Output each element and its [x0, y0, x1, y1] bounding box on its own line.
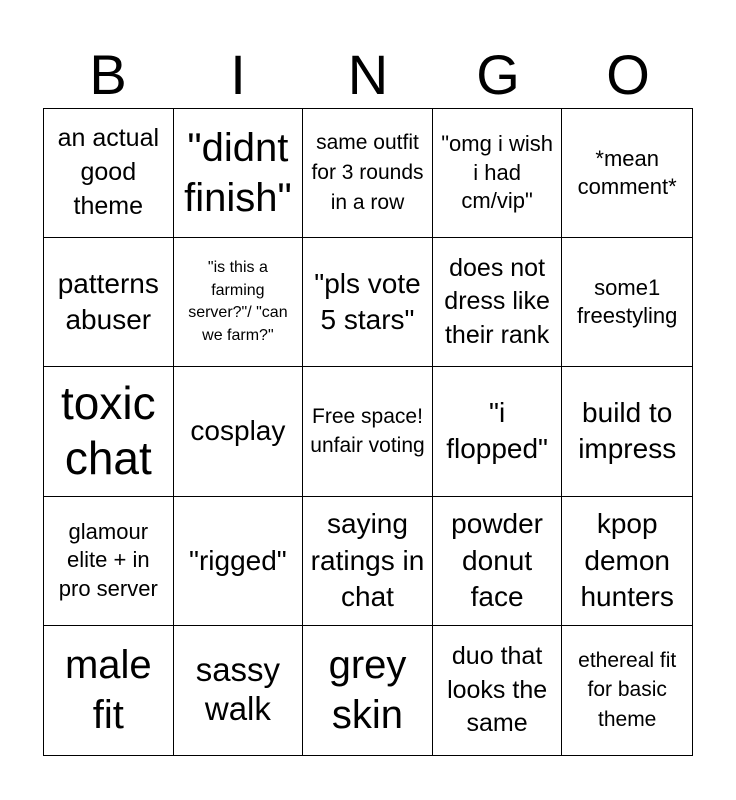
bingo-board: [43, 108, 693, 756]
header-letter-b: B: [89, 43, 127, 106]
cell-label: "omg i wish i had cm/vip": [441, 131, 553, 214]
cell-label: "i flopped": [446, 397, 548, 465]
header-letter-n: N: [347, 43, 389, 106]
cell-label: kpop demon hunters: [580, 508, 674, 612]
cell-label: Free space! unfair voting: [310, 404, 425, 458]
bingo-cell[interactable]: [174, 367, 304, 496]
cell-label: ethereal fit for basic theme: [578, 648, 677, 732]
bingo-cell[interactable]: [44, 626, 174, 755]
cell-label: saying ratings in chat: [310, 508, 425, 612]
bingo-cell[interactable]: [562, 238, 692, 367]
bingo-cell[interactable]: [303, 238, 433, 367]
bingo-cell[interactable]: [562, 109, 692, 238]
cell-label: powder donut face: [451, 508, 544, 612]
cell-label: same outfit for 3 rounds in a row: [311, 131, 424, 214]
bingo-cell[interactable]: [433, 626, 563, 755]
bingo-cell[interactable]: [433, 497, 563, 626]
cell-label: "didnt finish": [184, 126, 292, 221]
header-letter-i: I: [230, 43, 246, 106]
cell-label: *mean comment*: [577, 145, 677, 200]
cell-label: toxic chat: [61, 377, 156, 485]
bingo-cell[interactable]: [303, 367, 433, 496]
header-letter-g: G: [476, 43, 520, 106]
cell-label: build to impress: [578, 397, 677, 465]
cell-label: does not dress like their rank: [444, 253, 550, 350]
bingo-cell[interactable]: [562, 497, 692, 626]
cell-label: glamour elite + in pro server: [58, 518, 158, 601]
cell-label: "is this a farming server?"/ "can we farm?": [188, 258, 288, 344]
cell-label: patterns abuser: [57, 267, 159, 336]
cell-label: male fit: [64, 643, 152, 738]
cell-label: grey skin: [328, 643, 407, 738]
bingo-cell[interactable]: [174, 626, 304, 755]
bingo-cell[interactable]: [562, 367, 692, 496]
cell-label: some1 freestyling: [577, 274, 678, 329]
bingo-cell[interactable]: [174, 238, 304, 367]
bingo-cell[interactable]: [44, 497, 174, 626]
bingo-cell[interactable]: [433, 109, 563, 238]
bingo-cell[interactable]: [44, 367, 174, 496]
cell-label: an actual good theme: [57, 124, 160, 220]
bingo-cell[interactable]: [303, 109, 433, 238]
bingo-cell[interactable]: [303, 497, 433, 626]
bingo-cell[interactable]: [44, 238, 174, 367]
bingo-cell[interactable]: [303, 626, 433, 755]
cell-label: sassy walk: [195, 651, 281, 728]
cell-label: "pls vote 5 stars": [314, 267, 421, 336]
bingo-cell[interactable]: [44, 109, 174, 238]
cell-label: duo that looks the same: [447, 641, 548, 738]
bingo-cell[interactable]: [562, 626, 692, 755]
bingo-cell[interactable]: [174, 497, 304, 626]
bingo-cell[interactable]: [433, 367, 563, 496]
bingo-cell[interactable]: [174, 109, 304, 238]
header-letter-o: O: [606, 43, 650, 106]
bingo-cell[interactable]: [433, 238, 563, 367]
bingo-header: [43, 42, 693, 108]
cell-label: "rigged": [189, 544, 287, 576]
cell-label: cosplay: [190, 415, 286, 447]
